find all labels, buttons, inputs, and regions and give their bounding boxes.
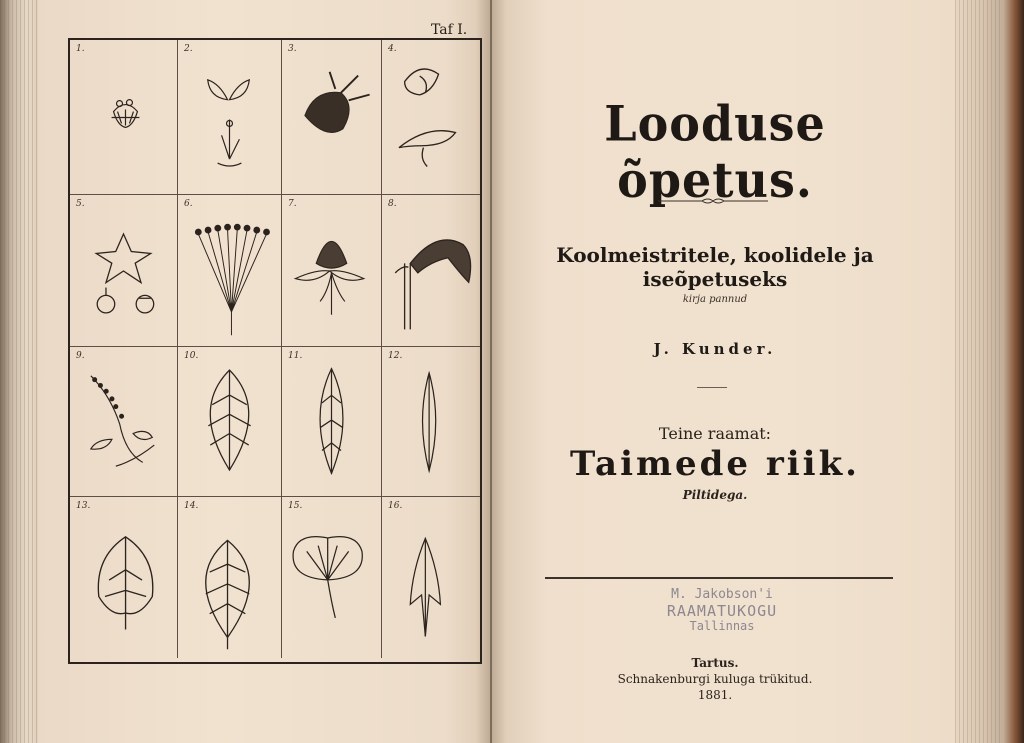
plate-figure-11 [282,347,382,497]
plate-figure-8 [382,195,480,347]
figure-number: 4. [388,44,397,54]
figure-number: 14. [184,501,199,511]
figure-number: 9. [76,351,85,361]
plate-figure-10 [178,347,282,497]
book-subtitle: Koolmeistritele, koolidele ja iseõpetuseks [556,243,874,291]
plate-label: Taf I. [431,22,468,38]
stamp-line-city: Tallinnas [689,619,755,634]
plate-figure-12 [382,347,480,497]
plate-figure-7 [282,195,382,347]
volume-title: Taimede riik. [570,444,860,484]
figure-number: 5. [76,199,85,209]
imprint-year: 1881. [697,688,733,703]
stamp-line-library: RAAMATUKOGU [666,601,778,620]
book-edge-right [955,0,1024,743]
figure-number: 8. [388,199,397,209]
volume-subtitle: Piltidega. [682,488,748,502]
plate-figure-4 [382,40,480,195]
figure-number: 11. [288,351,303,361]
figure-number: 15. [288,501,303,511]
figure-number: 6. [184,199,193,209]
plate-figure-3 [282,40,382,195]
figure-number: 13. [76,501,91,511]
figure-number: 2. [184,44,193,54]
imprint-printer: Schnakenburgi kuluga trükitud. [617,672,813,687]
plate-figure-6 [178,195,282,347]
book-main-title: Looduse õpetus. [604,95,826,209]
botanical-plate [68,38,482,664]
written-by-text: kirja pannud [682,294,748,305]
ornament-divider-icon [658,197,768,205]
plate-figure-2 [178,40,282,195]
plate-figure-15 [282,497,382,658]
figure-number: 3. [288,44,297,54]
volume-label: Teine raamat: [658,424,772,443]
plate-figure-16 [382,497,480,658]
plate-figure-9 [70,347,178,497]
figure-number: 16. [388,501,403,511]
plate-figure-13 [70,497,178,658]
figure-number: 1. [76,44,85,54]
stamp-line-owner: M. Jakobson'i [671,587,773,602]
author-name: J. Kunder. [653,340,777,358]
library-stamp [632,588,812,634]
plate-figure-5 [70,195,178,347]
figure-number: 10. [184,351,199,361]
imprint [520,655,910,704]
short-divider [697,387,727,388]
plate-figure-1 [70,40,178,195]
plate-figure-14 [178,497,282,658]
imprint-place: Tartus. [691,656,739,670]
long-divider [545,577,893,579]
figure-number: 12. [388,351,403,361]
figure-number: 7. [288,199,297,209]
